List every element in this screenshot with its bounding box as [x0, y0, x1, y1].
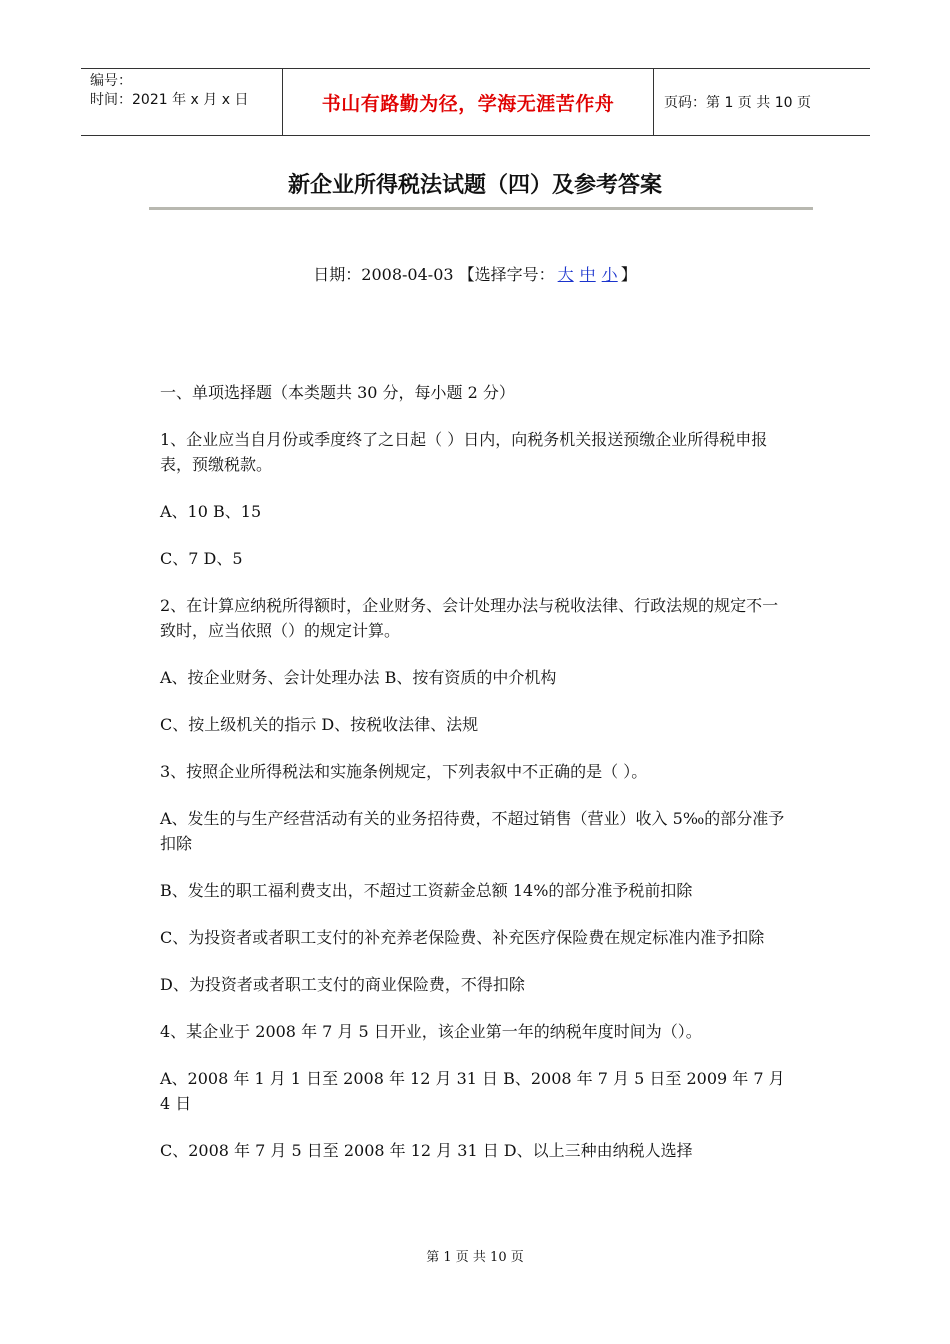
question-1: 1、企业应当自月份或季度终了之日起（ ）日内，向税务机关报送预缴企业所得税申报表，预缴税款。 [160, 430, 768, 474]
document-title: 新企业所得税法试题（四）及参考答案 [287, 173, 662, 198]
question-3-option-d: D、为投资者或者职工支付的商业保险费，不得扣除 [160, 975, 525, 994]
number-label: 编号： [90, 73, 132, 89]
question-4-options-cd: C、2008 年 7 月 5 日至 2008 年 12 月 31 日 D、以上三种由纳税人选择 [160, 1141, 693, 1160]
motto-text: 书山有路勤为径，学海无涯苦作舟 [321, 92, 615, 115]
font-size-small-link[interactable]: 小 [601, 265, 618, 284]
document-body [160, 380, 790, 1185]
page-info: 页码：第 1 页 共 10 页 [664, 95, 811, 111]
document-header-table [81, 68, 870, 136]
question-3: 3、按照企业所得税法和实施条例规定，下列表叙中不正确的是（ ）。 [160, 762, 648, 781]
date-line [0, 262, 950, 285]
question-4: 4、某企业于 2008 年 7 月 5 日开业，该企业第一年的纳税年度时间为（）。 [160, 1022, 702, 1041]
time-label: 时间：2021 年 x 月 x 日 [90, 92, 249, 108]
question-2-options-ab: A、按企业财务、会计处理办法 B、按有资质的中介机构 [160, 668, 557, 687]
header-motto-cell [282, 69, 654, 135]
question-1-options-cd: C、7 D、5 [160, 549, 243, 568]
date-text: 日期：2008-04-03 【选择字号： [313, 265, 555, 284]
question-1-options-ab: A、10 B、15 [160, 502, 262, 521]
section-heading: 一、单项选择题（本类题共 30 分，每小题 2 分） [160, 383, 515, 402]
header-left-cell [81, 69, 282, 135]
question-3-option-b: B、发生的职工福利费支出，不超过工资薪金总额 14%的部分准予税前扣除 [160, 881, 693, 900]
page-footer: 第 1 页 共 10 页 [426, 1250, 524, 1265]
question-3-option-a: A、发生的与生产经营活动有关的业务招待费，不超过销售（营业）收入 5‰的部分准予扣除 [160, 809, 785, 853]
question-3-option-c: C、为投资者或者职工支付的补充养老保险费、补充医疗保险费在规定标准内准予扣除 [160, 928, 765, 947]
date-close: 】 [620, 265, 637, 284]
font-size-large-link[interactable]: 大 [557, 265, 574, 284]
font-size-medium-link[interactable]: 中 [579, 265, 596, 284]
question-2: 2、在计算应纳税所得额时，企业财务、会计处理办法与税收法律、行政法规的规定不一致时，应当依照（）的规定计算。 [160, 596, 779, 640]
header-page-cell [654, 69, 870, 135]
title-divider [149, 207, 813, 210]
question-4-options-ab: A、2008 年 1 月 1 日至 2008 年 12 月 31 日 B、2008 年 7 月 5 日至 2009 年 7 月 4 日 [160, 1069, 785, 1113]
question-2-options-cd: C、按上级机关的指示 D、按税收法律、法规 [160, 715, 479, 734]
